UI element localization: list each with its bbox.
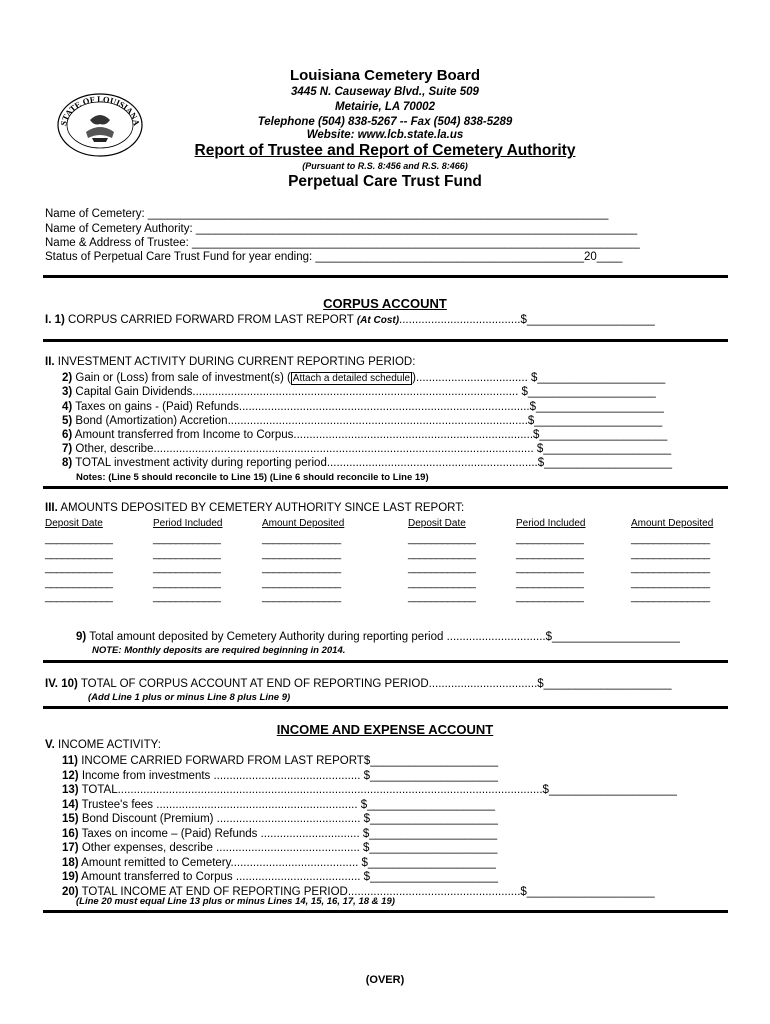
divider bbox=[43, 660, 728, 663]
deposit-cell[interactable]: ____________ bbox=[45, 591, 113, 603]
line-4[interactable]: 4) Taxes on gains - (Paid) Refunds...........................................................................................$____________________ bbox=[62, 401, 664, 413]
deposit-cell[interactable]: ______________ bbox=[262, 562, 341, 574]
deposit-cell[interactable]: ____________ bbox=[516, 562, 584, 574]
line-3[interactable]: 3) Capital Gain Dividends...................................................................................................... $____________________ bbox=[62, 386, 656, 398]
col-deposit-date: Deposit Date bbox=[408, 518, 466, 529]
col-period-included: Period Included bbox=[516, 518, 586, 529]
deposit-cell[interactable]: ______________ bbox=[631, 533, 710, 545]
seal-text: STATE OF LOUISIANA bbox=[58, 93, 142, 127]
line-8[interactable]: 8) TOTAL investment activity during reporting period..................................................................$____________________ bbox=[62, 457, 673, 469]
line-9[interactable]: 9) Total amount deposited by Cemetery Authority during reporting period ...............................$____________________ bbox=[76, 631, 680, 643]
investment-heading: II. INVESTMENT ACTIVITY DURING CURRENT REPORTING PERIOD: bbox=[45, 356, 416, 368]
deposit-cell[interactable]: ____________ bbox=[153, 547, 221, 560]
deposits-heading: III. AMOUNTS DEPOSITED BY CEMETERY AUTHORITY SINCE LAST REPORT: bbox=[45, 502, 465, 514]
deposit-cell[interactable]: ____________ bbox=[45, 533, 113, 545]
deposit-cell[interactable]: ____________ bbox=[516, 591, 584, 603]
trustee-field[interactable]: Name & Address of Trustee: ______________________________________________________________________ bbox=[45, 237, 640, 249]
deposit-cell[interactable]: ____________ bbox=[45, 576, 113, 589]
deposit-cell[interactable]: ____________ bbox=[408, 562, 476, 574]
line-6[interactable]: 6) Amount transferred from Income to Corpus...........................................................................$____________________ bbox=[62, 429, 668, 441]
deposit-cell[interactable]: ____________ bbox=[408, 533, 476, 545]
address-line2: Metairie, LA 70002 bbox=[335, 101, 435, 113]
attach-schedule-box: Attach a detailed schedule bbox=[292, 373, 411, 384]
deposit-cell[interactable]: ______________ bbox=[262, 576, 341, 589]
income-line-12[interactable]: 12) Income from investments .............................................. $____________________ bbox=[62, 769, 498, 782]
monthly-deposits-note: NOTE: Monthly deposits are required beginning in 2014. bbox=[92, 645, 346, 656]
report-title: Report of Trustee and Report of Cemetery Authority bbox=[194, 142, 576, 159]
deposit-cell[interactable]: ______________ bbox=[631, 547, 710, 560]
deposit-cell[interactable]: ______________ bbox=[631, 591, 710, 603]
line-10[interactable]: IV. 10) TOTAL OF CORPUS ACCOUNT AT END OF REPORTING PERIOD..................................$____________________ bbox=[45, 678, 672, 690]
deposit-cell[interactable]: ______________ bbox=[631, 576, 710, 589]
line-1[interactable] bbox=[45, 314, 655, 326]
phone-fax: Telephone (504) 838-5267 -- Fax (504) 838-5289 bbox=[257, 116, 513, 128]
income-line-11[interactable]: 11) INCOME CARRIED FORWARD FROM LAST REPORT$____________________ bbox=[62, 755, 499, 767]
deposit-cell[interactable]: ____________ bbox=[45, 562, 113, 574]
deposit-cell[interactable]: ____________ bbox=[153, 562, 221, 574]
corpus-heading: CORPUS ACCOUNT bbox=[323, 296, 447, 311]
col-deposit-date: Deposit Date bbox=[45, 518, 103, 529]
investment-notes: Notes: (Line 5 should reconcile to Line 15) (Line 6 should reconcile to Line 19) bbox=[76, 472, 429, 483]
divider bbox=[43, 706, 728, 709]
income-line-18[interactable]: 18) Amount remitted to Cemetery........................................ $____________________ bbox=[62, 856, 496, 869]
deposit-cell[interactable]: ______________ bbox=[631, 562, 710, 574]
income-line-20[interactable]: 20) TOTAL INCOME AT END OF REPORTING PERIOD......................................................$____________________ bbox=[62, 885, 655, 898]
col-amount-deposited: Amount Deposited bbox=[631, 518, 714, 529]
deposit-cell[interactable]: ______________ bbox=[262, 591, 341, 603]
line-num: I. 1) bbox=[45, 314, 65, 326]
line-5[interactable]: 5) Bond (Amortization) Accretion..............................................................................................$____________________ bbox=[62, 415, 663, 427]
income-line-15[interactable]: 15) Bond Discount (Premium) ............................................. $____________________ bbox=[62, 813, 498, 825]
deposit-cell[interactable]: ______________ bbox=[262, 547, 341, 560]
deposit-cell[interactable]: ____________ bbox=[516, 576, 584, 589]
line-20-note: (Line 20 must equal Line 13 plus or minus Lines 14, 15, 16, 17, 18 & 19) bbox=[76, 896, 395, 907]
deposit-cell[interactable]: ____________ bbox=[153, 576, 221, 589]
income-line-16[interactable]: 16) Taxes on income – (Paid) Refunds ............................... $____________________ bbox=[62, 827, 498, 840]
income-line-13[interactable]: 13) TOTAL.....................................................................................................................................$____________________ bbox=[62, 784, 677, 796]
col-period-included: Period Included bbox=[153, 518, 223, 529]
deposit-cell[interactable]: ____________ bbox=[408, 576, 476, 589]
cemetery-authority-field[interactable]: Name of Cemetery Authority: _____________________________________________________________________ bbox=[45, 223, 638, 235]
line-2[interactable]: 2) Gain or (Loss) from sale of investment(s) ( Attach a detailed schedule )................................... $____________________ bbox=[62, 372, 666, 384]
col-amount-deposited: Amount Deposited bbox=[262, 518, 345, 529]
income-activity-heading: V. INCOME ACTIVITY: bbox=[45, 739, 161, 751]
at-cost-note: (At Cost) bbox=[356, 315, 400, 326]
line-leader: ......................................$____________________ bbox=[399, 314, 655, 326]
line-7[interactable]: 7) Other, describe....................................................................................................................... $____________________ bbox=[62, 443, 672, 455]
deposit-cell[interactable]: ____________ bbox=[45, 547, 113, 560]
income-line-17[interactable]: 17) Other expenses, describe ............................................. $____________________ bbox=[62, 842, 498, 854]
fund-title: Perpetual Care Trust Fund bbox=[288, 173, 482, 190]
deposit-cell[interactable]: ____________ bbox=[408, 547, 476, 560]
deposit-cell[interactable]: ____________ bbox=[153, 533, 221, 545]
income-line-14[interactable]: 14) Trustee's fees ............................................................... $____________________ bbox=[62, 798, 496, 811]
income-heading: INCOME AND EXPENSE ACCOUNT bbox=[276, 722, 494, 737]
pursuant-note: (Pursuant to R.S. 8:456 and R.S. 8:466) bbox=[302, 161, 468, 171]
line-label: CORPUS CARRIED FORWARD FROM LAST REPORT bbox=[64, 314, 357, 326]
divider bbox=[43, 275, 728, 278]
address-line1: 3445 N. Causeway Blvd., Suite 509 bbox=[291, 86, 479, 98]
divider bbox=[43, 486, 728, 489]
website: Website: www.lcb.state.la.us bbox=[306, 129, 464, 141]
cemetery-name-field[interactable]: Name of Cemetery: ________________________________________________________________________ bbox=[45, 208, 609, 220]
deposit-cell[interactable]: ____________ bbox=[153, 591, 221, 603]
divider bbox=[43, 339, 728, 342]
line-10-note: (Add Line 1 plus or minus Line 8 plus Line 9) bbox=[88, 692, 291, 703]
income-line-19[interactable]: 19) Amount transferred to Corpus ....................................... $____________________ bbox=[62, 871, 498, 883]
deposit-cell[interactable]: ____________ bbox=[408, 591, 476, 603]
board-name: Louisiana Cemetery Board bbox=[289, 67, 481, 84]
deposit-cell[interactable]: ____________ bbox=[516, 533, 584, 545]
deposit-cell[interactable]: ______________ bbox=[262, 533, 341, 545]
over-label: (OVER) bbox=[365, 974, 405, 986]
deposit-cell[interactable]: ____________ bbox=[516, 547, 584, 560]
divider bbox=[43, 910, 728, 913]
year-ending-field[interactable]: Status of Perpetual Care Trust Fund for year ending: __________________________________________20____ bbox=[45, 251, 623, 263]
